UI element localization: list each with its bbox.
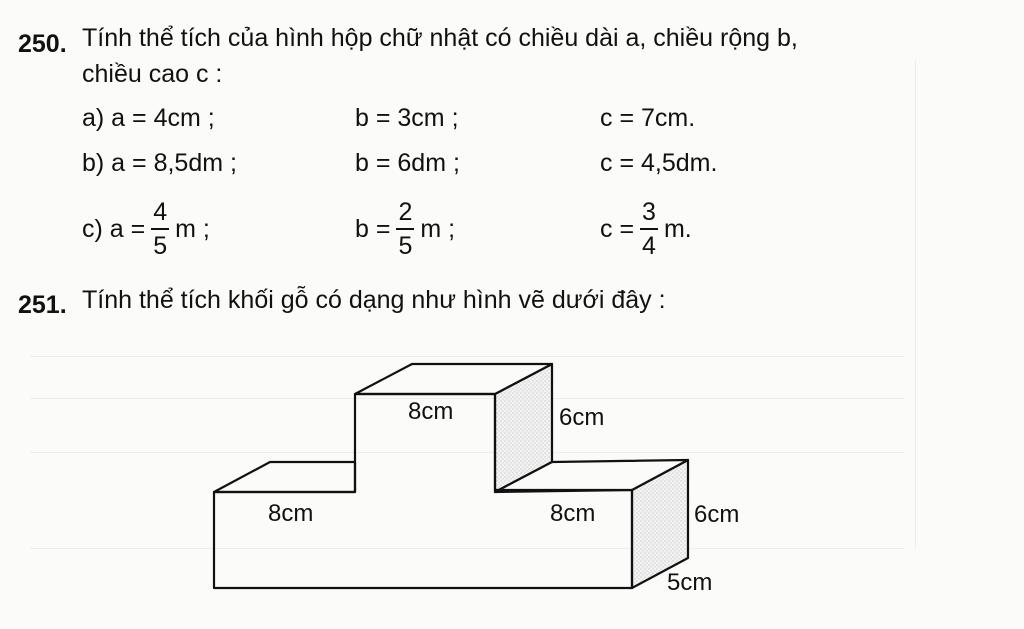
part-a-width: b = 3cm ; (355, 104, 459, 132)
denominator: 5 (153, 232, 168, 260)
problem-251-number: 251. (18, 291, 67, 319)
unit: m. (663, 215, 692, 243)
denominator: 5 (398, 232, 413, 260)
part-c-length-label: c) a = (82, 215, 146, 243)
left-step-top-face (214, 462, 355, 492)
depth-label: 5cm (667, 569, 713, 596)
part-a-length: a) a = 4cm ; (82, 104, 215, 132)
part-b-height: c = 4,5dm. (600, 149, 718, 177)
denominator: 4 (642, 232, 656, 260)
unit: m ; (420, 215, 456, 243)
part-b-width: b = 6dm ; (355, 149, 460, 177)
left-length-label: 8cm (268, 500, 314, 527)
top-height-label: 6cm (559, 404, 605, 431)
top-length-label: 8cm (408, 398, 454, 425)
numerator: 3 (642, 198, 656, 226)
problem-250-text-line1: Tính thể tích của hình hộp chữ nhật có chiều dài a, chiều rộng b, (82, 24, 798, 52)
base-height-label: 6cm (694, 501, 740, 528)
part-c-width-label: b = (355, 215, 391, 243)
problem-250-text-line2: chiều cao c : (82, 60, 223, 88)
problem-250-number: 250. (18, 30, 67, 58)
part-b-length: b) a = 8,5dm ; (82, 149, 237, 177)
numerator: 2 (398, 198, 413, 226)
problem-251-text: Tính thể tích khối gỗ có dạng như hình vẽ dưới đây : (82, 286, 666, 314)
part-a-height: c = 7cm. (600, 104, 696, 132)
unit: m ; (175, 215, 210, 243)
numerator: 4 (153, 198, 168, 226)
part-c-height-label: c = (600, 215, 635, 243)
right-length-label: 8cm (550, 500, 596, 527)
